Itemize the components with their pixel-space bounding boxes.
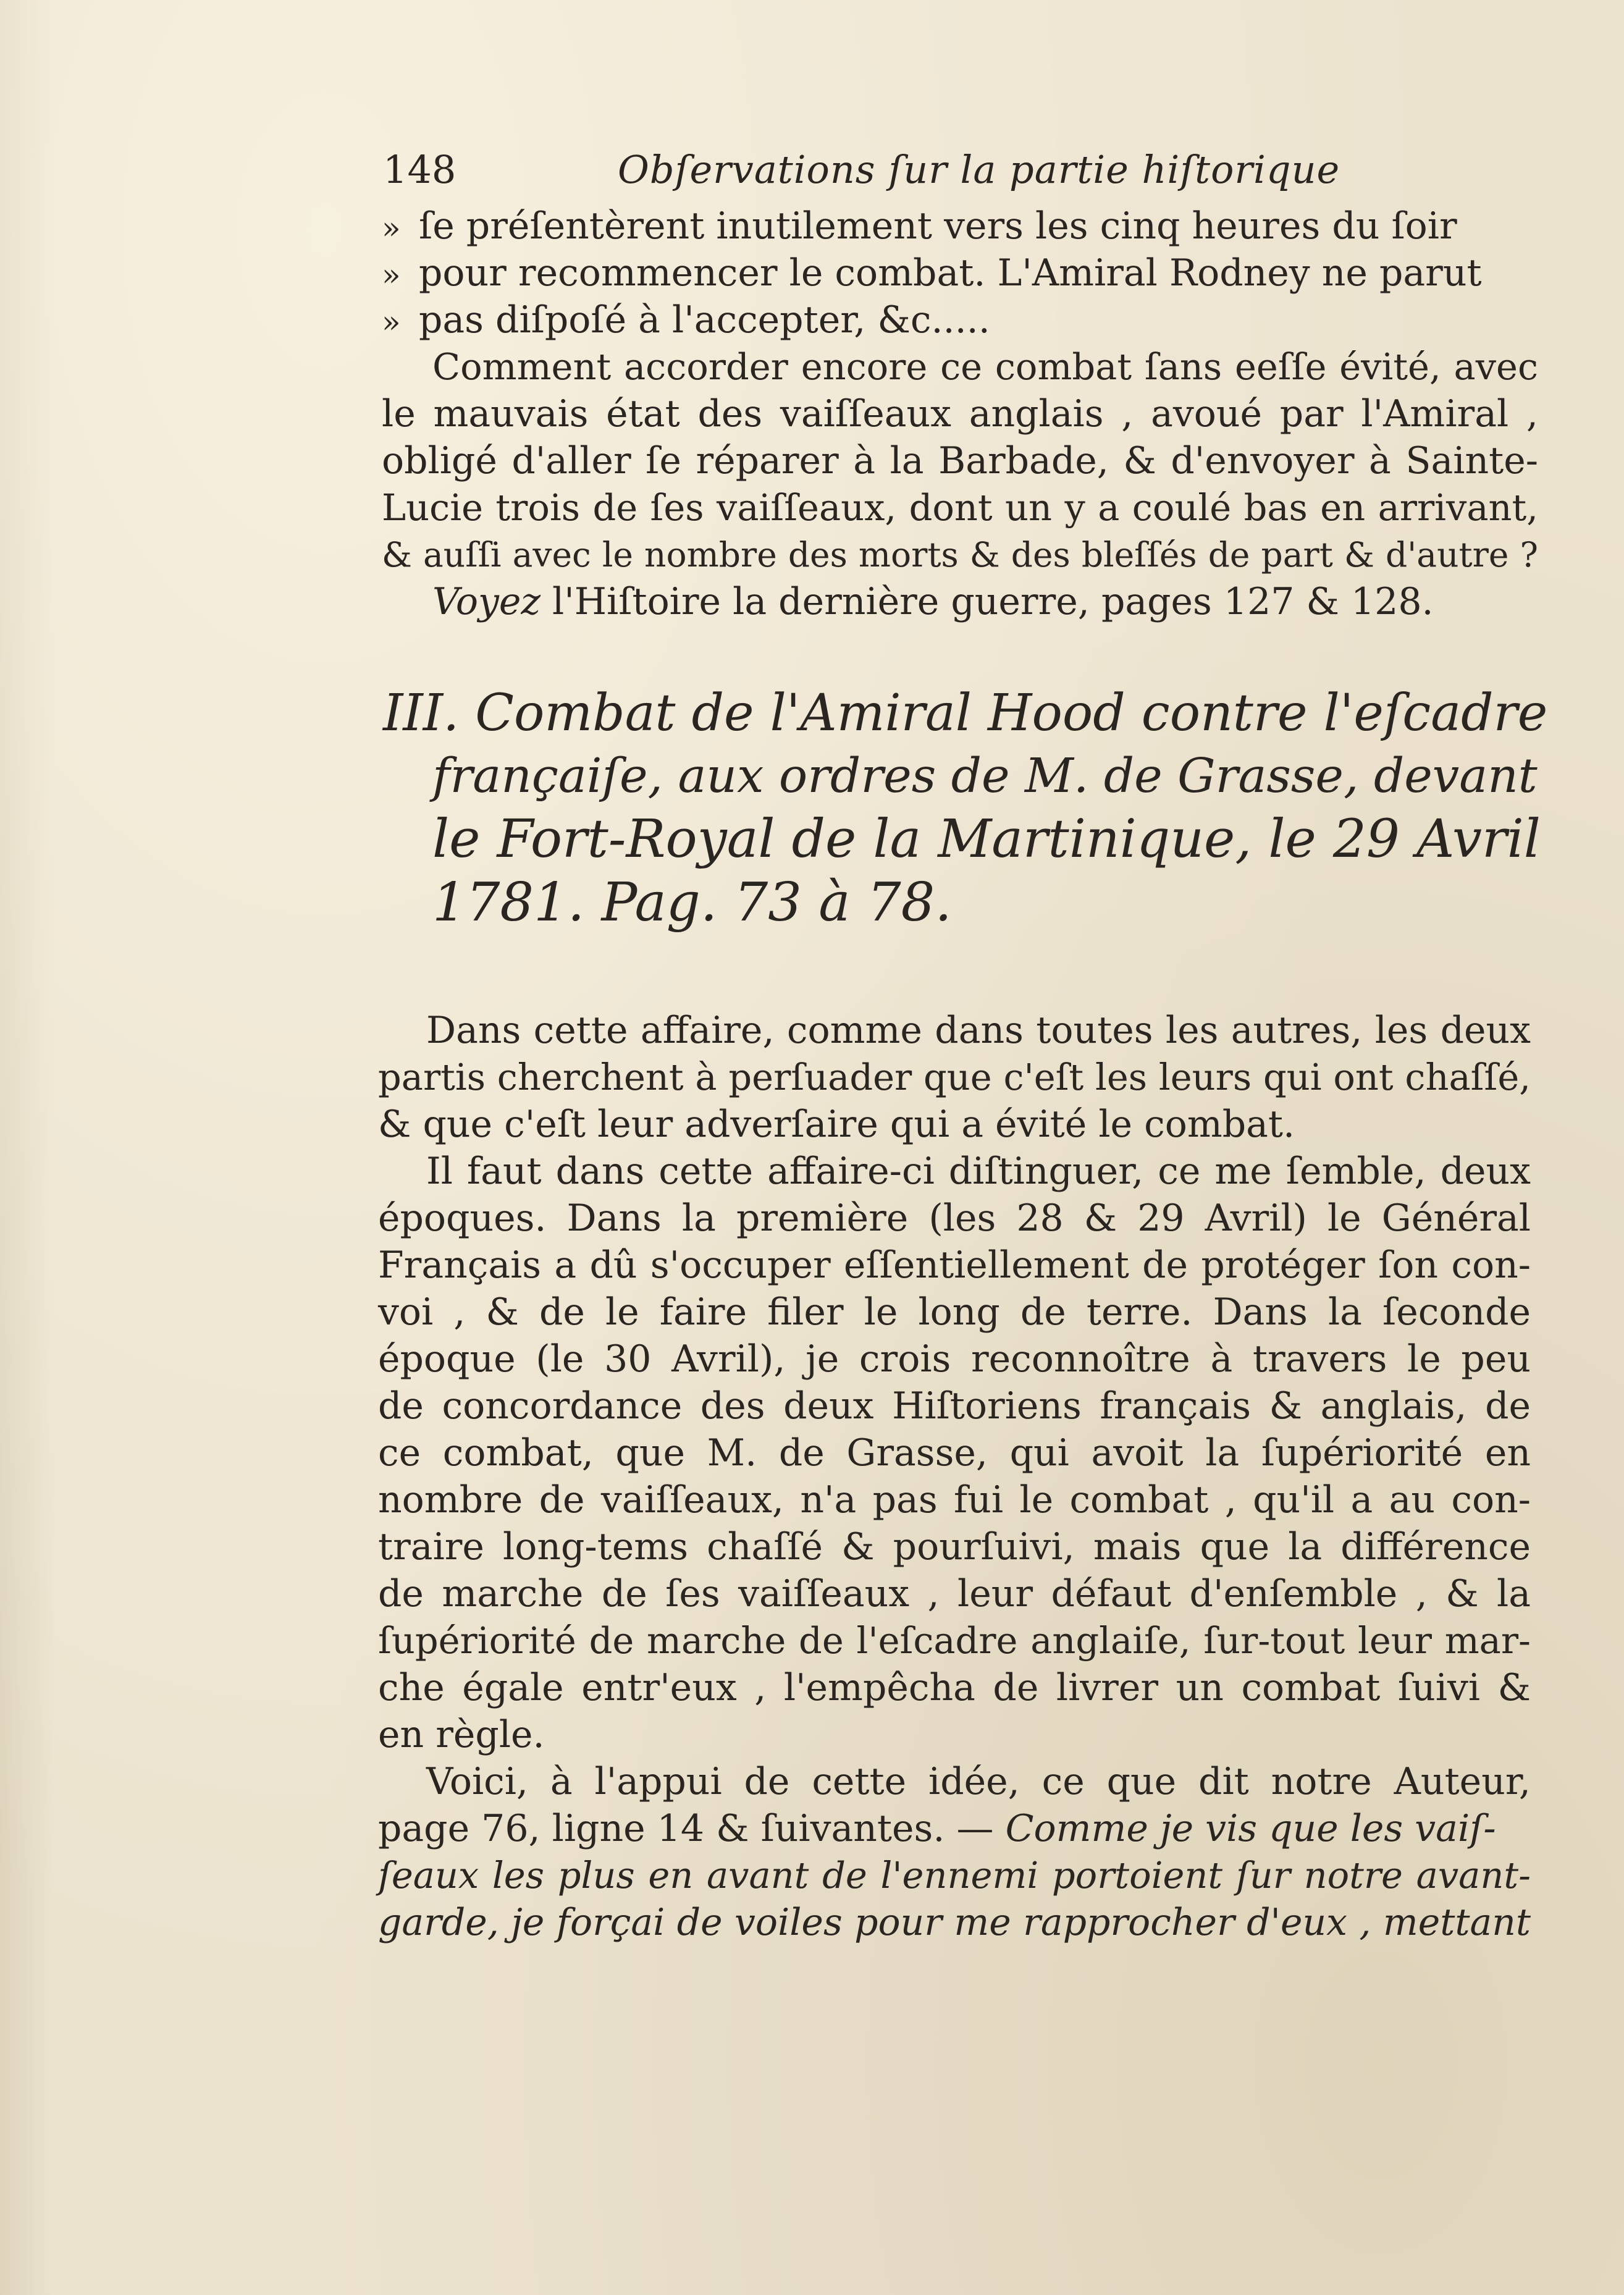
paragraph-line: garde, je forçai de voiles pour me rapprocher d'eux , mettant: [378, 1901, 1531, 1944]
reference-line: [432, 578, 1538, 625]
paragraph-line: Lucie trois de ſes vaiſſeaux, dont un y a coulé bas en arrivant,: [382, 486, 1538, 529]
section-heading-line: III. Combat de l'Amiral Hood contre l'eſcadre: [383, 684, 1548, 743]
quote-line: » pas diſpoſé à l'accepter, &c.....: [382, 297, 1537, 343]
paragraph-line: ce combat, que M. de Grasse, qui avoit la ſupériorité en: [378, 1431, 1531, 1475]
paragraph-line: Français a dû s'occuper eſſentiellement de protéger ſon con-: [378, 1244, 1531, 1287]
quote-line: » ſe préſentèrent inutilement vers les cinq heures du ſoir: [382, 203, 1537, 250]
paragraph-line: époque (le 30 Avril), je crois reconnoître à travers le peu: [378, 1337, 1531, 1381]
paragraph-line: de concordance des deux Hiſtoriens français & anglais, de: [378, 1384, 1531, 1428]
quote-mark: »: [382, 210, 401, 246]
citation-text: page 76, ligne 14 & ſuivantes. —: [378, 1807, 994, 1850]
paragraph-line: & auſſi avec le nombre des morts & des bleſſés de part & d'autre ?: [382, 535, 1538, 575]
paragraph-line: traire long-tems chaſſé & pourſuivi, mais que la différence: [378, 1525, 1531, 1569]
quote-mark: »: [382, 257, 401, 293]
paragraph-line: Comment accorder encore ce combat ſans eeſſe évité, avec: [432, 345, 1538, 388]
section-heading-line: le Fort-Royal de la Martinique, le 29 Avril: [432, 809, 1541, 870]
paragraph-line: le mauvais état des vaiſſeaux anglais , avoué par l'Amiral ,: [382, 392, 1538, 436]
paragraph-line: [378, 1805, 1531, 1852]
paragraph-line: Il faut dans cette affaire-ci diſtinguer, ce me ſemble, deux: [426, 1150, 1531, 1193]
reference-text: l'Hiſtoire la dernière guerre, pages 127 & 128.: [552, 580, 1434, 623]
paragraph-line: obligé d'aller ſe réparer à la Barbade, & d'envoyer à Sainte-: [382, 439, 1538, 482]
paragraph-line: de marche de ſes vaiſſeaux , leur défaut d'enſemble , & la: [378, 1572, 1531, 1615]
section-heading-line: 1781. Pag. 73 à 78.: [432, 872, 952, 933]
voyez-word: Voyez: [432, 580, 541, 623]
running-title: Obſervations ſur la partie hiſtorique: [618, 147, 1340, 192]
paragraph-line: partis cherchent à perſuader que c'eſt les leurs qui ont chaſſé,: [378, 1056, 1531, 1098]
quote-mark: »: [382, 304, 401, 340]
paragraph-line: ſeaux les plus en avant de l'ennemi portoient ſur notre avant-: [378, 1854, 1531, 1897]
paragraph-line: ſupériorité de marche de l'eſcadre anglaiſe, ſur-tout leur mar-: [378, 1619, 1531, 1662]
paragraph-line: & que c'eſt leur adverſaire qui a évité le combat.: [378, 1103, 1295, 1146]
quoted-text: Comme je vis que les vaiſ-: [1005, 1807, 1496, 1850]
paragraph-line: en règle.: [378, 1713, 545, 1756]
section-heading-line: françaiſe, aux ordres de M. de Grasse, devant: [432, 749, 1538, 804]
page-header: [383, 142, 1340, 198]
paragraph-line: époques. Dans la première (les 28 & 29 Avril) le Général: [378, 1197, 1531, 1240]
paragraph-line: voi , & de le faire filer le long de terre. Dans la ſeconde: [378, 1291, 1531, 1334]
paragraph-line: nombre de vaiſſeaux, n'a pas fui le combat , qu'il a au con-: [378, 1478, 1531, 1522]
page-number: 148: [383, 147, 456, 192]
paragraph-line: Dans cette affaire, comme dans toutes les autres, les deux: [426, 1009, 1531, 1052]
paragraph-line: che égale entr'eux , l'empêcha de livrer un combat ſuivi &: [378, 1666, 1531, 1709]
quote-line: » pour recommencer le combat. L'Amiral Rodney ne parut: [382, 250, 1537, 297]
paragraph-line: Voici, à l'appui de cette idée, ce que dit notre Auteur,: [426, 1760, 1531, 1803]
